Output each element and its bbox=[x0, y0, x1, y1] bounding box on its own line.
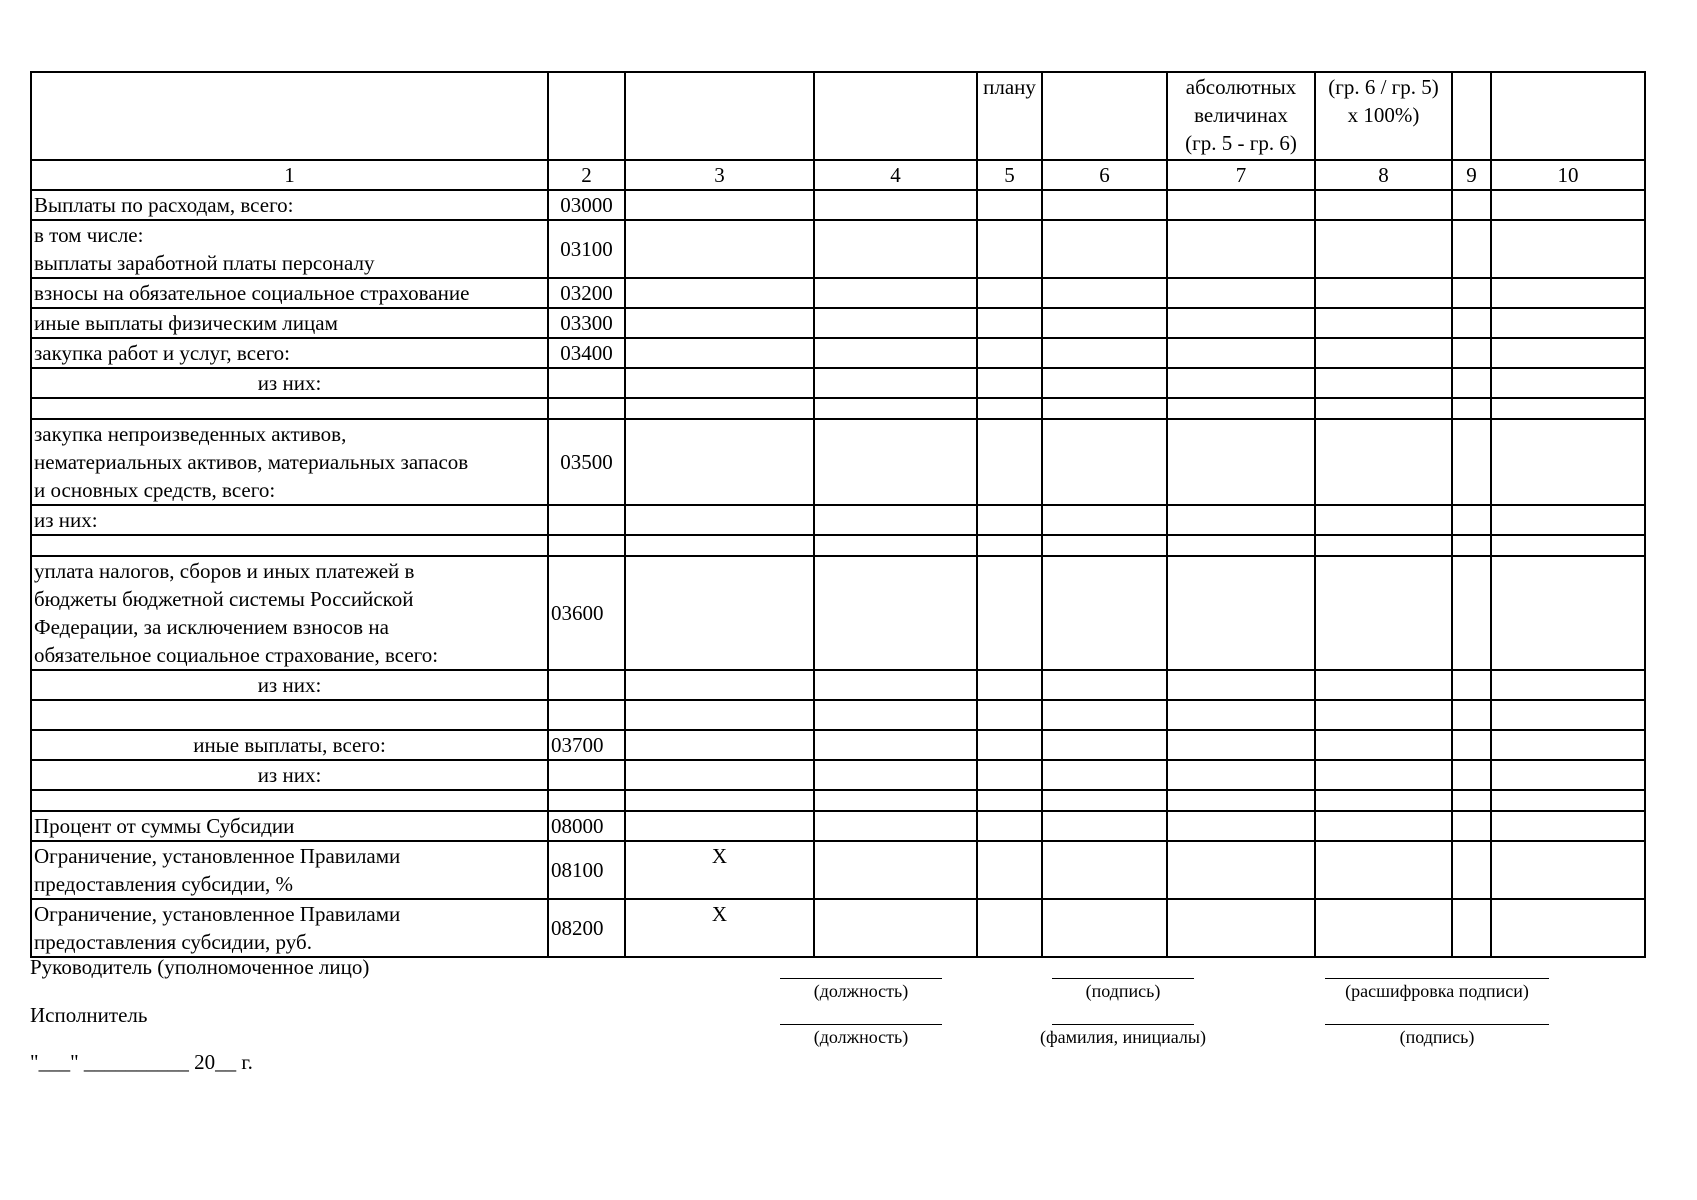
cell bbox=[1491, 505, 1645, 535]
cell bbox=[1315, 338, 1452, 368]
name-line-2 bbox=[1052, 1024, 1194, 1025]
table-row bbox=[31, 760, 1645, 790]
cell bbox=[1452, 505, 1491, 535]
cell bbox=[977, 556, 1042, 670]
caption-position-2: (должность) bbox=[813, 1027, 909, 1047]
cell bbox=[548, 670, 625, 700]
header-col3 bbox=[625, 72, 814, 160]
cell bbox=[1042, 760, 1167, 790]
cell bbox=[1491, 308, 1645, 338]
cell bbox=[814, 220, 977, 278]
row-label: закупка непроизведенных активов, нематериальных активов, материальных запасов и основных средств, всего: bbox=[31, 419, 548, 505]
cell bbox=[1042, 308, 1167, 338]
date-line: "___" __________ 20__ г. bbox=[30, 1050, 253, 1074]
header-col9 bbox=[1452, 72, 1491, 160]
cell bbox=[814, 760, 977, 790]
cell bbox=[625, 308, 814, 338]
cell bbox=[31, 535, 548, 556]
cell bbox=[1042, 899, 1167, 957]
header-col7: абсолютных величинах (гр. 5 - гр. 6) bbox=[1167, 72, 1315, 160]
cell bbox=[1042, 700, 1167, 730]
cell bbox=[1167, 220, 1315, 278]
cell bbox=[1167, 419, 1315, 505]
cell bbox=[977, 398, 1042, 419]
cell bbox=[1042, 790, 1167, 811]
signature-line-1 bbox=[1052, 978, 1194, 979]
cell bbox=[1452, 899, 1491, 957]
cell bbox=[1042, 730, 1167, 760]
cell bbox=[625, 419, 814, 505]
cell bbox=[977, 419, 1042, 505]
cell bbox=[548, 790, 625, 811]
cell bbox=[1042, 190, 1167, 220]
cell bbox=[1167, 760, 1315, 790]
cell bbox=[1167, 338, 1315, 368]
cell bbox=[977, 700, 1042, 730]
caption-signature-1: (подпись) bbox=[1085, 981, 1161, 1001]
cell bbox=[1315, 841, 1452, 899]
cell bbox=[1491, 841, 1645, 899]
cell bbox=[1315, 368, 1452, 398]
row-label: иные выплаты физическим лицам bbox=[31, 308, 548, 338]
cell bbox=[1167, 790, 1315, 811]
row-label: взносы на обязательное социальное страхование bbox=[31, 278, 548, 308]
table-row bbox=[31, 308, 1645, 338]
cell bbox=[814, 730, 977, 760]
caption-signature-2: (подпись) bbox=[1399, 1027, 1475, 1047]
cell bbox=[548, 700, 625, 730]
cell bbox=[1042, 556, 1167, 670]
cell bbox=[814, 505, 977, 535]
cell bbox=[1167, 730, 1315, 760]
colnum: 3 bbox=[625, 160, 814, 190]
cell bbox=[1491, 556, 1645, 670]
cell bbox=[1167, 535, 1315, 556]
header-col5 bbox=[977, 72, 1042, 160]
cell bbox=[814, 308, 977, 338]
cell bbox=[814, 670, 977, 700]
caption-decoding-1: (расшифровка подписи) bbox=[1345, 981, 1529, 1001]
cell bbox=[1452, 398, 1491, 419]
cell bbox=[1491, 338, 1645, 368]
cell bbox=[977, 760, 1042, 790]
row-code: 03600 bbox=[548, 556, 625, 670]
cell bbox=[625, 368, 814, 398]
cell bbox=[1491, 368, 1645, 398]
header-col1 bbox=[31, 72, 548, 160]
cell bbox=[1315, 190, 1452, 220]
cell bbox=[625, 505, 814, 535]
cell bbox=[1452, 419, 1491, 505]
column-number-row bbox=[31, 160, 1645, 190]
colnum: 1 bbox=[31, 160, 548, 190]
row-label: иные выплаты, всего: bbox=[31, 730, 548, 760]
header-col6 bbox=[1042, 72, 1167, 160]
cell bbox=[977, 220, 1042, 278]
cell bbox=[1491, 700, 1645, 730]
cell bbox=[625, 398, 814, 419]
cell bbox=[814, 556, 977, 670]
cell bbox=[1452, 811, 1491, 841]
cell bbox=[31, 790, 548, 811]
row-label: в том числе: выплаты заработной платы персоналу bbox=[31, 220, 548, 278]
colnum: 4 bbox=[814, 160, 977, 190]
table-row bbox=[31, 841, 1645, 899]
signature-line-2 bbox=[1325, 1024, 1549, 1025]
cell bbox=[1452, 338, 1491, 368]
cell bbox=[1452, 760, 1491, 790]
row-code: 03000 bbox=[548, 190, 625, 220]
cell bbox=[625, 790, 814, 811]
cell bbox=[1452, 790, 1491, 811]
cell bbox=[977, 190, 1042, 220]
cell bbox=[625, 760, 814, 790]
cell bbox=[814, 398, 977, 419]
row-code: 03400 bbox=[548, 338, 625, 368]
cell bbox=[1167, 278, 1315, 308]
caption-position-1: (должность) bbox=[813, 981, 909, 1001]
cell bbox=[1167, 700, 1315, 730]
header-col10 bbox=[1491, 72, 1645, 160]
cell bbox=[1491, 811, 1645, 841]
cell bbox=[1167, 670, 1315, 700]
x-mark: X bbox=[625, 841, 814, 899]
cell bbox=[1167, 899, 1315, 957]
table-row-blank bbox=[31, 790, 1645, 811]
table-row bbox=[31, 278, 1645, 308]
table-row bbox=[31, 730, 1645, 760]
header-col4 bbox=[814, 72, 977, 160]
header-row bbox=[31, 72, 1645, 160]
report-table bbox=[30, 71, 1646, 958]
row-code: 08200 bbox=[548, 899, 625, 957]
cell bbox=[1315, 535, 1452, 556]
cell bbox=[625, 220, 814, 278]
cell bbox=[814, 811, 977, 841]
head-label: Руководитель (уполномоченное лицо) bbox=[30, 955, 370, 979]
cell bbox=[1315, 760, 1452, 790]
row-code: 08100 bbox=[548, 841, 625, 899]
cell bbox=[977, 278, 1042, 308]
cell bbox=[977, 899, 1042, 957]
table-row bbox=[31, 220, 1645, 278]
row-code: 03200 bbox=[548, 278, 625, 308]
cell bbox=[625, 338, 814, 368]
cell bbox=[1042, 505, 1167, 535]
row-label: Ограничение, установленное Правилами предоставления субсидии, % bbox=[31, 841, 548, 899]
cell bbox=[1167, 308, 1315, 338]
cell bbox=[977, 338, 1042, 368]
cell bbox=[548, 398, 625, 419]
cell bbox=[31, 700, 548, 730]
cell bbox=[1315, 730, 1452, 760]
cell bbox=[977, 535, 1042, 556]
cell bbox=[1491, 790, 1645, 811]
cell bbox=[1315, 398, 1452, 419]
table-row-blank bbox=[31, 700, 1645, 730]
cell bbox=[1315, 700, 1452, 730]
row-label: из них: bbox=[31, 505, 548, 535]
table-row bbox=[31, 190, 1645, 220]
cell bbox=[625, 670, 814, 700]
table-row bbox=[31, 811, 1645, 841]
row-label: уплата налогов, сборов и иных платежей в бюджеты бюджетной системы Российской Федерации, за исключением взносов на обязательное социальное страхование, всего: bbox=[31, 556, 548, 670]
row-label: из них: bbox=[31, 760, 548, 790]
cell bbox=[1491, 760, 1645, 790]
cell bbox=[1315, 308, 1452, 338]
cell bbox=[1452, 670, 1491, 700]
cell bbox=[1491, 535, 1645, 556]
cell bbox=[1315, 505, 1452, 535]
cell bbox=[1167, 398, 1315, 419]
cell bbox=[1167, 811, 1315, 841]
cell bbox=[1491, 730, 1645, 760]
cell bbox=[977, 308, 1042, 338]
table-row bbox=[31, 338, 1645, 368]
cell bbox=[548, 535, 625, 556]
colnum: 9 bbox=[1452, 160, 1491, 190]
row-code: 03500 bbox=[548, 419, 625, 505]
cell bbox=[814, 278, 977, 308]
cell bbox=[1042, 278, 1167, 308]
cell bbox=[977, 841, 1042, 899]
row-label: из них: bbox=[31, 670, 548, 700]
cell bbox=[1042, 419, 1167, 505]
cell bbox=[1452, 700, 1491, 730]
colnum: 7 bbox=[1167, 160, 1315, 190]
cell bbox=[1167, 190, 1315, 220]
cell bbox=[814, 841, 977, 899]
cell bbox=[1491, 899, 1645, 957]
cell bbox=[625, 811, 814, 841]
cell bbox=[1042, 841, 1167, 899]
cell bbox=[625, 556, 814, 670]
header-col8: (гр. 6 / гр. 5) х 100%) bbox=[1315, 72, 1452, 160]
cell bbox=[1315, 556, 1452, 670]
cell bbox=[1042, 670, 1167, 700]
cell bbox=[1491, 419, 1645, 505]
cell bbox=[977, 790, 1042, 811]
colnum: 2 bbox=[548, 160, 625, 190]
cell bbox=[1491, 398, 1645, 419]
cell bbox=[625, 730, 814, 760]
cell bbox=[1315, 811, 1452, 841]
cell bbox=[814, 700, 977, 730]
cell bbox=[1042, 368, 1167, 398]
cell bbox=[1491, 670, 1645, 700]
cell bbox=[548, 505, 625, 535]
row-code: 03300 bbox=[548, 308, 625, 338]
decoding-line-1 bbox=[1325, 978, 1549, 979]
cell bbox=[977, 730, 1042, 760]
cell bbox=[1452, 220, 1491, 278]
cell bbox=[977, 670, 1042, 700]
row-label: закупка работ и услуг, всего: bbox=[31, 338, 548, 368]
header-col2 bbox=[548, 72, 625, 160]
table-row bbox=[31, 670, 1645, 700]
position-line-2 bbox=[780, 1024, 942, 1025]
header-col5-text: плану bbox=[983, 75, 1036, 99]
cell bbox=[1042, 811, 1167, 841]
cell bbox=[814, 190, 977, 220]
colnum: 10 bbox=[1491, 160, 1645, 190]
cell bbox=[1042, 338, 1167, 368]
cell bbox=[1491, 220, 1645, 278]
cell bbox=[1042, 220, 1167, 278]
row-label: Процент от суммы Субсидии bbox=[31, 811, 548, 841]
cell bbox=[31, 398, 548, 419]
cell bbox=[1042, 398, 1167, 419]
cell bbox=[625, 535, 814, 556]
table-row bbox=[31, 419, 1645, 505]
cell bbox=[1452, 535, 1491, 556]
cell bbox=[625, 700, 814, 730]
executor-label: Исполнитель bbox=[30, 1003, 148, 1027]
cell bbox=[1452, 841, 1491, 899]
cell bbox=[1042, 535, 1167, 556]
cell bbox=[814, 790, 977, 811]
colnum: 6 bbox=[1042, 160, 1167, 190]
cell bbox=[1452, 368, 1491, 398]
cell bbox=[977, 811, 1042, 841]
cell bbox=[814, 899, 977, 957]
position-line-1 bbox=[780, 978, 942, 979]
caption-name-2: (фамилия, инициалы) bbox=[1040, 1027, 1206, 1047]
table-row-blank bbox=[31, 398, 1645, 419]
cell bbox=[1491, 190, 1645, 220]
cell bbox=[814, 419, 977, 505]
cell bbox=[1315, 278, 1452, 308]
cell bbox=[1452, 556, 1491, 670]
table-row bbox=[31, 899, 1645, 957]
cell bbox=[548, 368, 625, 398]
cell bbox=[1315, 419, 1452, 505]
x-mark: X bbox=[625, 899, 814, 957]
cell bbox=[1167, 505, 1315, 535]
cell bbox=[1452, 190, 1491, 220]
cell bbox=[1167, 368, 1315, 398]
row-code: 08000 bbox=[548, 811, 625, 841]
cell bbox=[1452, 730, 1491, 760]
cell bbox=[1315, 790, 1452, 811]
cell bbox=[814, 368, 977, 398]
cell bbox=[1491, 278, 1645, 308]
row-label: Ограничение, установленное Правилами предоставления субсидии, руб. bbox=[31, 899, 548, 957]
row-code: 03700 bbox=[548, 730, 625, 760]
cell bbox=[1452, 308, 1491, 338]
table-row bbox=[31, 368, 1645, 398]
cell bbox=[1167, 841, 1315, 899]
cell bbox=[625, 278, 814, 308]
cell bbox=[625, 190, 814, 220]
cell bbox=[1315, 670, 1452, 700]
cell bbox=[548, 760, 625, 790]
cell bbox=[814, 535, 977, 556]
table-row bbox=[31, 505, 1645, 535]
row-label: Выплаты по расходам, всего: bbox=[31, 190, 548, 220]
table-row-blank bbox=[31, 535, 1645, 556]
cell bbox=[977, 505, 1042, 535]
row-code: 03100 bbox=[548, 220, 625, 278]
row-label: из них: bbox=[31, 368, 548, 398]
cell bbox=[1167, 556, 1315, 670]
colnum: 8 bbox=[1315, 160, 1452, 190]
colnum: 5 bbox=[977, 160, 1042, 190]
cell bbox=[1315, 220, 1452, 278]
cell bbox=[1452, 278, 1491, 308]
table-row bbox=[31, 556, 1645, 670]
cell bbox=[1315, 899, 1452, 957]
cell bbox=[977, 368, 1042, 398]
cell bbox=[814, 338, 977, 368]
